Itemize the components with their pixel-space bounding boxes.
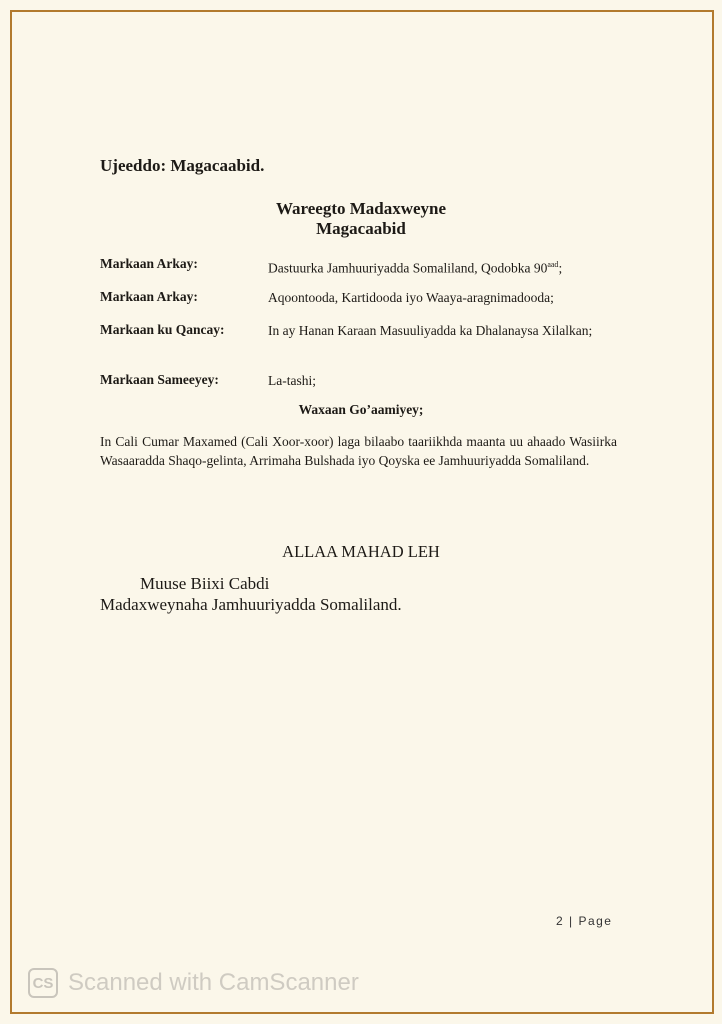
- watermark-text: Scanned with CamScanner: [68, 969, 359, 996]
- clause-label: Markaan ku Qancay:: [100, 322, 225, 337]
- page-border-top: [10, 10, 714, 12]
- signatory-name: Muuse Biixi Cabdi: [140, 574, 270, 593]
- signatory-title: Madaxweynaha Jamhuuriyadda Somaliland.: [100, 595, 402, 614]
- clause-value-superscript: aad: [547, 260, 559, 269]
- decision-body: In Cali Cumar Maxamed (Cali Xoor-xoor) laga bilaabo taariikhda maanta uu ahaado Wasiirka Wasaaradda Shaqo-gelinta, Arrimaha Bulshada iyo Qoyska ee Jamhuuriyadda Somaliland.: [100, 434, 617, 468]
- clause-value-text: Dastuurka Jamhuuriyadda Somaliland, Qodobka 90: [268, 260, 548, 276]
- closing-line: ALLAA MAHAD LEH: [282, 542, 440, 561]
- document-title: Wareegto Madaxweyne: [275, 199, 447, 218]
- page-border-bottom: [10, 1012, 714, 1014]
- clause-value: Aqoontooda, Kartidooda iyo Waaya-aragnimadooda;: [268, 290, 554, 305]
- page-border-left: [10, 10, 12, 1014]
- page-number: 2 | Page: [556, 914, 613, 928]
- page-border-right: [712, 10, 714, 1014]
- camscanner-watermark: [28, 966, 359, 1000]
- document-subtitle: Magacaabid: [316, 219, 406, 238]
- clause-label: Markaan Sameeyey:: [100, 372, 219, 387]
- clause-value: [268, 256, 617, 278]
- clause-value: In ay Hanan Karaan Masuuliyadda ka Dhalanaysa Xilalkan;: [268, 323, 593, 338]
- clause-value: La-tashi;: [268, 373, 316, 388]
- camscanner-logo-icon: CS: [28, 968, 58, 998]
- clause-value-suffix: ;: [558, 260, 563, 276]
- clause-label: Markaan Arkay:: [100, 256, 198, 271]
- document-subject: Ujeeddo: Magacaabid.: [100, 156, 265, 175]
- decision-heading: Waxaan Go’aamiyey;: [298, 402, 424, 417]
- clause-label: Markaan Arkay:: [100, 289, 198, 304]
